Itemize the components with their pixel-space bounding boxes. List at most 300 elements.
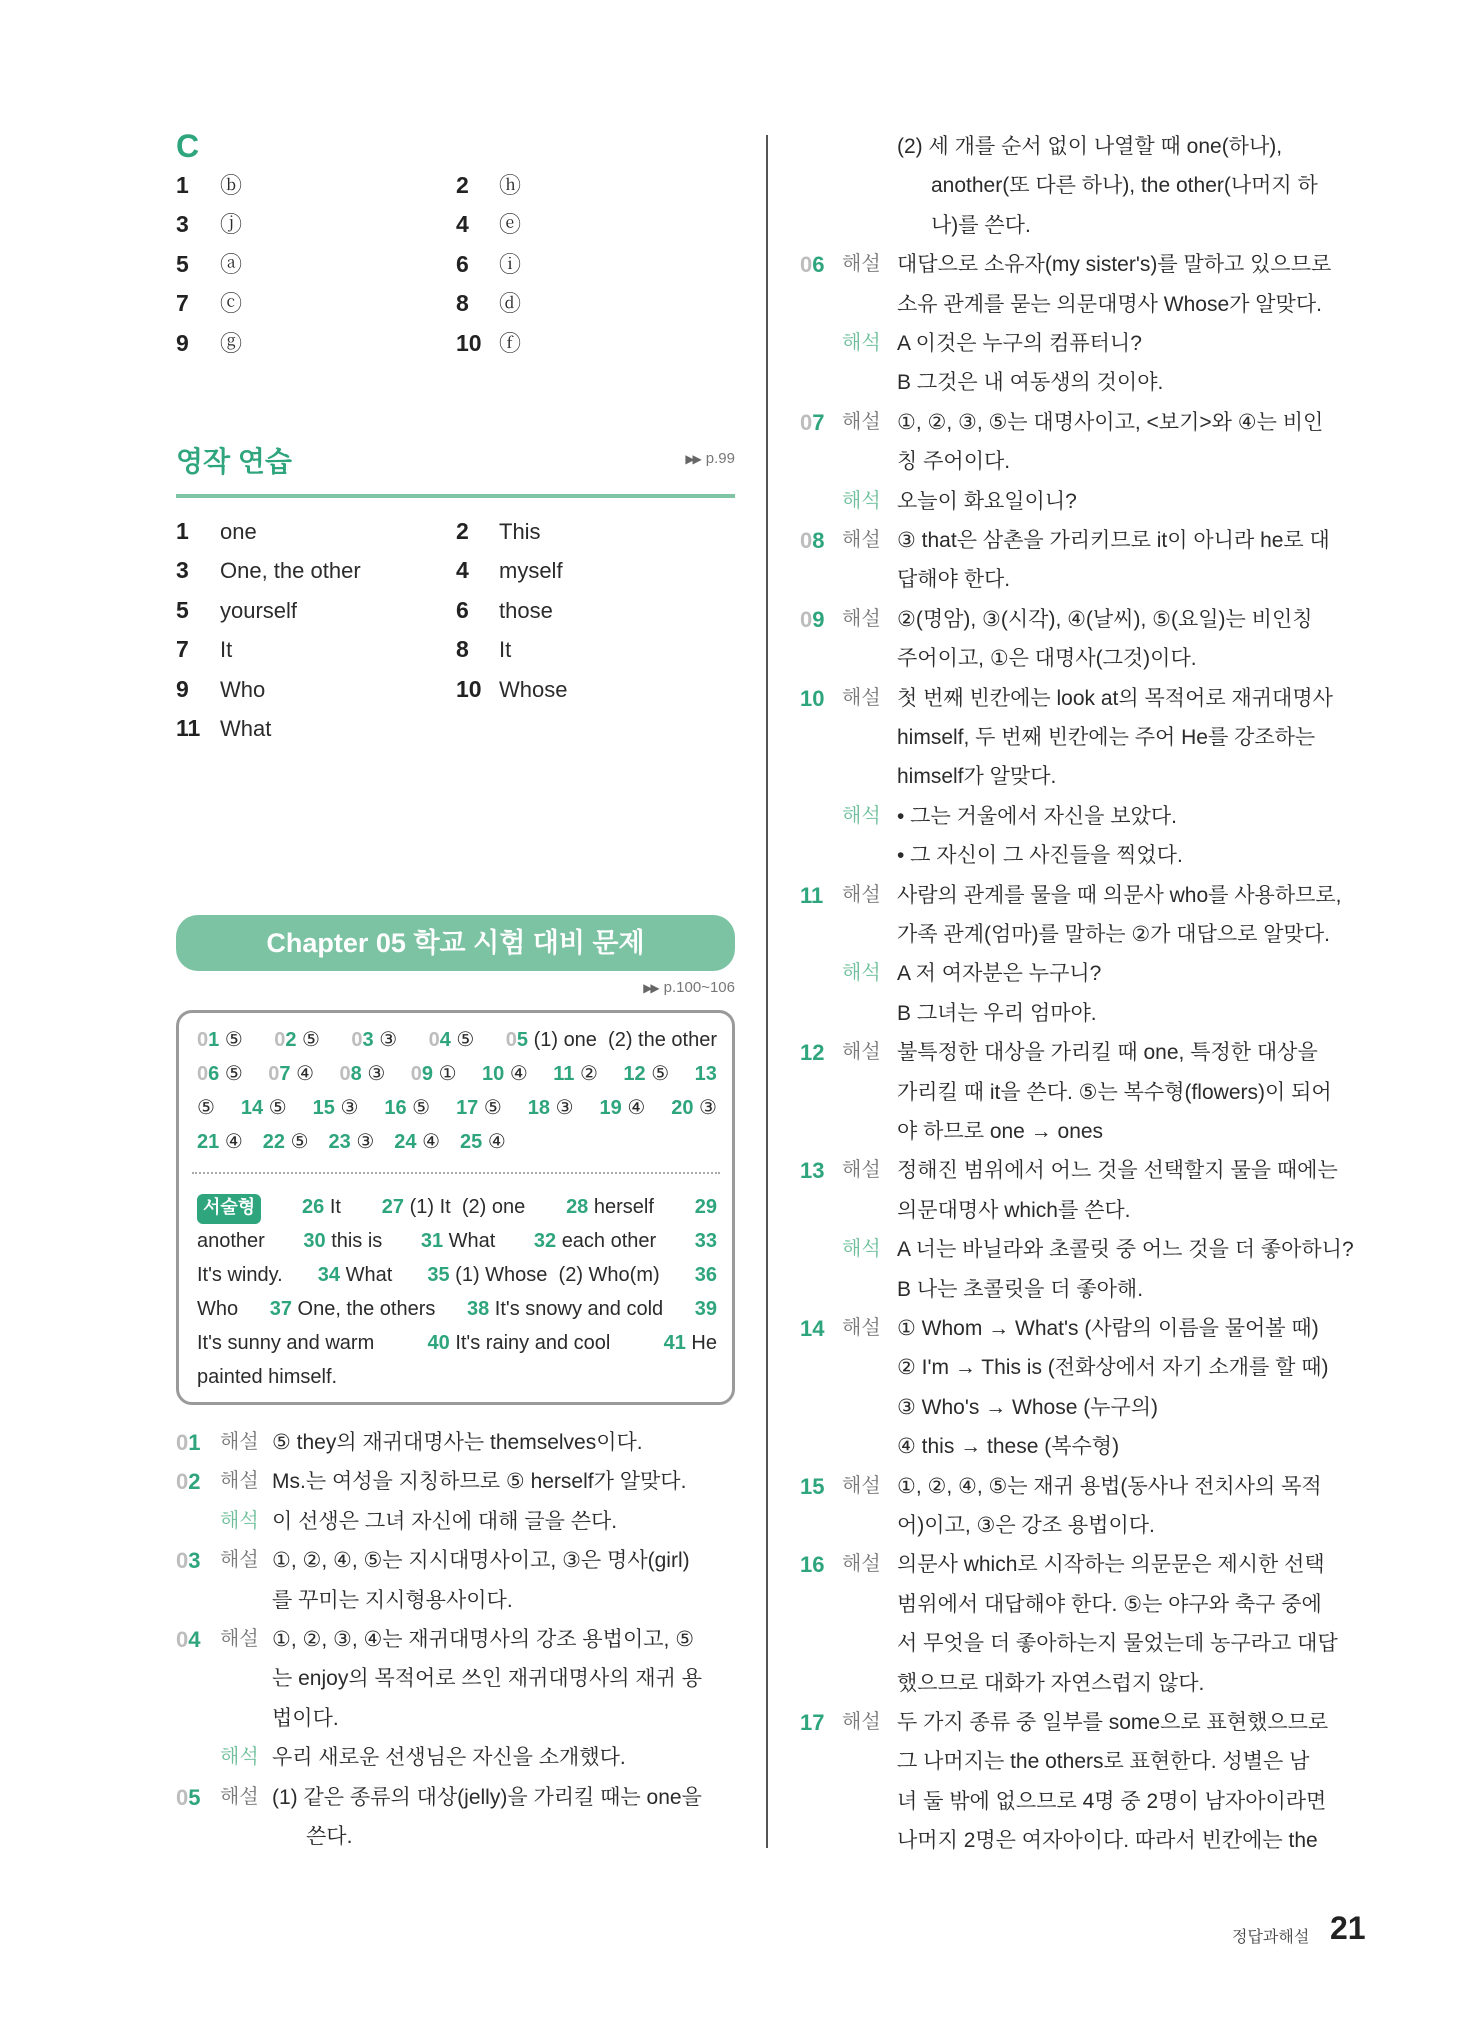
explanation-number [800, 1151, 824, 1190]
item-number [176, 1548, 201, 1573]
explanation-text: ③ that은 삼촌을 가리키므로 it이 아니라 he로 대 [897, 529, 1330, 552]
item-number: 25 [460, 1131, 483, 1153]
explanation-label: 해설 [220, 1785, 259, 1808]
page-ref-text: p.99 [705, 450, 735, 467]
explanation-label: 해설 [842, 1317, 881, 1339]
answer-line [197, 1326, 717, 1360]
item-number: 11 [800, 882, 824, 908]
answer-line [197, 1057, 717, 1091]
number-rest: 5 [516, 1029, 528, 1051]
answer-text: ① [438, 1063, 457, 1085]
explanation-text: (2) 세 개를 순서 없이 나열할 때 one(하나), [897, 135, 1283, 158]
explanation-text: ⑤ they의 재귀대명사는 themselves이다. [272, 1431, 643, 1454]
answer-segment [197, 1326, 374, 1360]
answer-text: It's snowy and cold [494, 1298, 664, 1320]
explanation-text: 서 무엇을 더 좋아하는지 물었는데 농구라고 대답 [897, 1632, 1338, 1656]
answer-segment [467, 1292, 663, 1326]
number-prefix: 0 [176, 1627, 189, 1652]
item-number [351, 1029, 373, 1051]
answer-segment [270, 1292, 436, 1326]
section-divider [176, 494, 735, 498]
answer-segment [340, 1057, 386, 1091]
explanation-text: B 나는 초콜릿을 더 좋아해. [897, 1277, 1144, 1301]
explanation-text: ④ this → these (복수형) [897, 1435, 1120, 1459]
answer-line [197, 1224, 717, 1258]
explanation-number [800, 1545, 824, 1584]
answer-value: ⓑ [220, 173, 243, 198]
explanation-text: 나)를 쓴다. [931, 213, 1031, 237]
answer-segment [456, 1091, 502, 1125]
number-rest: 8 [812, 528, 825, 553]
answer-segment [695, 1258, 717, 1292]
answer-item [456, 630, 511, 669]
answer-segment [241, 1091, 287, 1125]
explanation-label: 해설 [842, 686, 881, 709]
answer-text: ⑤ [483, 1097, 502, 1119]
explanation-label: 해설 [842, 607, 881, 630]
section-c-title: C [176, 128, 200, 164]
explanation-number [800, 600, 825, 639]
item-number [197, 1029, 219, 1051]
explanation-text: B 그녀는 우리 엄마야. [897, 1001, 1097, 1025]
explanation-text: 대답으로 소유자(my sister's)를 말하고 있으므로 [897, 253, 1332, 277]
number-rest: 5 [188, 1784, 201, 1810]
answer-number: 8 [456, 290, 469, 317]
explanation-label: 해설 [842, 529, 881, 551]
explanation-text: 는 enjoy의 목적어로 쓰인 재귀대명사의 재귀 용 [272, 1667, 703, 1691]
answer-text: this is [331, 1230, 383, 1252]
answer-segment [421, 1224, 496, 1258]
explanation-text: ① Whom → What's (사람의 이름을 물어볼 때) [897, 1317, 1319, 1340]
answer-number: 1 [176, 172, 189, 198]
answer-value: It [220, 637, 233, 663]
answer-number: 2 [456, 172, 469, 198]
explanation-text: B 그것은 내 여동생의 것이야. [897, 371, 1164, 395]
explanation-text: (1) 같은 종류의 대상(jelly)을 가리킬 때는 one을 [272, 1785, 702, 1809]
answer-segment [329, 1125, 375, 1159]
answer-text: ⑤ [651, 1063, 670, 1085]
explanation-label: 해설 [842, 1553, 881, 1576]
explanation-text: ①, ②, ③, ⑤는 대명사이고, <보기>와 ④는 비인 [897, 410, 1324, 434]
answer-segment [695, 1224, 717, 1258]
answer-text: ⑤ [268, 1097, 287, 1119]
item-number: 15 [800, 1473, 825, 1499]
answer-value: What [220, 716, 272, 741]
answer-item [176, 670, 265, 709]
item-number: 20 [671, 1097, 694, 1119]
number-rest: 1 [208, 1029, 220, 1051]
answer-text: What [345, 1264, 393, 1286]
translation-label: 해석 [842, 1238, 881, 1261]
number-prefix: 0 [800, 252, 813, 278]
item-number: 41 [663, 1332, 686, 1354]
explanation-text: 야 하므로 one → ones [897, 1120, 1104, 1143]
item-number: 38 [466, 1298, 490, 1320]
answer-item [176, 551, 361, 590]
item-number: 35 [427, 1264, 450, 1286]
item-number [429, 1029, 451, 1051]
item-number [800, 252, 825, 277]
number-prefix: 0 [197, 1063, 209, 1085]
explanation-label: 해설 [842, 883, 881, 906]
explanation-text: • 그는 거울에서 자신을 보았다. [897, 804, 1177, 828]
explanation-text: A 저 여자분은 누구니? [897, 962, 1102, 986]
answer-text: ⑤ [290, 1131, 309, 1153]
item-number: 15 [312, 1097, 335, 1119]
explanation-label: 해설 [842, 1711, 881, 1733]
explanation-text: 칭 주어이다. [897, 450, 1011, 474]
answer-number: 3 [176, 211, 189, 238]
item-number [800, 410, 825, 435]
number-prefix: 0 [268, 1063, 280, 1085]
answer-value: ⓒ [220, 291, 243, 317]
explanation-number [800, 876, 823, 915]
explanation-text: 쓴다. [306, 1825, 353, 1848]
item-number: 10 [800, 685, 825, 711]
answer-segment [197, 1091, 215, 1125]
answer-line [197, 1091, 717, 1125]
explanation-text: 사람의 관계를 물을 때 의문사 who를 사용하므로, [897, 883, 1342, 907]
answer-item [456, 324, 521, 363]
item-number: 14 [800, 1316, 825, 1341]
answer-segment [197, 1023, 243, 1057]
answer-text: It [329, 1196, 341, 1218]
item-number: 18 [527, 1097, 551, 1119]
answer-item [456, 591, 553, 630]
answer-text: ② [579, 1063, 598, 1085]
item-number [506, 1029, 528, 1051]
answer-text: ⑤ [224, 1063, 243, 1085]
explanation-number [800, 1703, 824, 1742]
item-number: 24 [394, 1131, 417, 1153]
number-rest: 4 [439, 1029, 451, 1051]
answer-number: 4 [456, 557, 469, 584]
explanation-label: 해설 [220, 1431, 259, 1453]
answer-text: ⑤ [224, 1029, 243, 1051]
explanation-number [176, 1620, 201, 1659]
number-prefix: 0 [505, 1029, 517, 1051]
number-prefix: 0 [176, 1784, 189, 1810]
translation-label: 해석 [842, 804, 881, 827]
answer-text: ③ [699, 1097, 717, 1119]
answer-segment [302, 1190, 341, 1224]
explanation-text: 범위에서 대답해야 한다. ⑤는 야구와 축구 중에 [897, 1592, 1322, 1616]
double-arrow-icon: ▶▶ [685, 452, 700, 466]
answer-number: 2 [456, 518, 469, 544]
explanation-text: 의문대명사 which를 쓴다. [897, 1198, 1131, 1222]
explanation-text: 불특정한 대상을 가리킬 때 one, 특정한 대상을 [897, 1041, 1318, 1065]
answer-number: 8 [456, 636, 469, 663]
number-prefix: 0 [800, 409, 813, 435]
answer-item [176, 324, 242, 363]
item-number [268, 1063, 290, 1085]
page-ref-text: p.100~106 [663, 979, 735, 996]
answer-value: ⓗ [499, 173, 522, 198]
number-rest: 1 [188, 1430, 201, 1455]
answer-number: 9 [176, 329, 189, 356]
item-number [176, 1430, 201, 1455]
number-rest: 3 [362, 1029, 374, 1051]
explanation-text: 오늘이 화요일이니? [897, 489, 1077, 513]
number-rest: 8 [350, 1063, 362, 1085]
answer-text: (1) It (2) one [409, 1196, 526, 1218]
answer-segment [427, 1258, 659, 1292]
number-prefix: 0 [410, 1063, 422, 1085]
answer-value: ⓖ [220, 330, 243, 356]
answer-segment [566, 1190, 654, 1224]
explanation-text: himself, 두 번째 빈칸에는 주어 He를 강조하는 [897, 726, 1316, 749]
column-divider [766, 135, 768, 1848]
item-number: 16 [800, 1552, 825, 1578]
item-number: 34 [317, 1264, 341, 1286]
item-number: 23 [328, 1131, 351, 1153]
answer-segment [263, 1125, 309, 1159]
answer-text: ④ [627, 1097, 646, 1119]
answer-text: It's rainy and cool [455, 1332, 611, 1354]
translation-label: 해석 [842, 489, 881, 512]
explanation-text: 두 가지 종류 중 일부를 some으로 표현했으므로 [897, 1711, 1329, 1734]
item-number [274, 1029, 296, 1051]
item-number [340, 1063, 362, 1085]
explanation-text: A 너는 바닐라와 초콜릿 중 어느 것을 더 좋아하니? [897, 1238, 1354, 1262]
number-prefix: 0 [800, 528, 813, 553]
item-number [800, 528, 825, 553]
answer-number: 4 [456, 211, 469, 238]
answer-text: ④ [224, 1131, 243, 1153]
item-number: 32 [533, 1230, 557, 1252]
item-number: 22 [262, 1131, 285, 1153]
number-prefix: 0 [197, 1029, 209, 1051]
explanation-text: 의문사 which로 시작하는 의문문은 제시한 선택 [897, 1553, 1325, 1577]
explanation-text: 법이다. [272, 1706, 339, 1730]
item-number: 33 [694, 1230, 717, 1252]
answer-segment [695, 1190, 717, 1224]
explanation-text: 답해야 한다. [897, 568, 1011, 592]
explanation-text: ①, ②, ③, ④는 재귀대명사의 강조 용법이고, ⑤ [272, 1628, 695, 1651]
answer-item [456, 205, 521, 244]
answer-value: ⓕ [499, 330, 522, 356]
explanation-number [176, 1462, 201, 1501]
explanation-label: 해설 [220, 1549, 259, 1572]
answer-segment [197, 1258, 283, 1292]
answer-segment [528, 1091, 574, 1125]
answer-text: ③ [340, 1097, 359, 1119]
answer-value: yourself [220, 597, 298, 623]
answer-segment [428, 1326, 611, 1360]
dotted-divider [192, 1172, 720, 1174]
item-number: 21 [197, 1131, 220, 1153]
explanation-label: 해설 [842, 1474, 881, 1497]
explanation-text: 가리킬 때 it을 쓴다. ⑤는 복수형(flowers)이 되어 [897, 1080, 1332, 1104]
item-number [800, 607, 825, 632]
answer-segment [394, 1125, 440, 1159]
answer-number: 5 [176, 596, 189, 623]
explanation-number [800, 245, 825, 284]
answer-segment [318, 1258, 393, 1292]
item-number [176, 1469, 201, 1494]
explanation-text: 우리 새로운 선생님은 자신을 소개했다. [272, 1746, 626, 1770]
answer-value: Whose [499, 676, 568, 702]
explanation-text: 가족 관계(엄마)를 말하는 ②가 대답으로 알맞다. [897, 923, 1330, 946]
answer-item [176, 630, 232, 669]
answer-text: ⑤ [302, 1029, 320, 1051]
explanation-label: 해설 [842, 410, 881, 433]
explanation-text: 그 나머지는 the others로 표현한다. 성별은 남 [897, 1750, 1310, 1774]
explanation-number [800, 1033, 824, 1072]
explanation-label: 해설 [842, 1041, 881, 1064]
answer-segment [197, 1360, 337, 1394]
answer-item [456, 284, 521, 323]
item-number: 17 [800, 1710, 825, 1735]
answer-number: 9 [176, 675, 189, 702]
answer-segment [351, 1023, 397, 1057]
item-number: 27 [381, 1196, 405, 1218]
number-prefix: 0 [351, 1029, 363, 1051]
number-prefix: 0 [339, 1063, 351, 1085]
answer-text: ④ [296, 1063, 314, 1085]
answer-segment [482, 1057, 528, 1091]
number-rest: 4 [188, 1627, 201, 1652]
answer-value: Who [220, 676, 266, 702]
answer-segment [384, 1091, 430, 1125]
number-prefix: 0 [800, 606, 813, 632]
number-prefix: 0 [428, 1029, 440, 1051]
number-rest: 2 [285, 1029, 297, 1051]
answer-text: ④ [487, 1131, 506, 1153]
answer-text: (1) Whose (2) Who(m) [455, 1264, 660, 1286]
item-number: 16 [384, 1097, 407, 1119]
number-rest: 7 [279, 1063, 291, 1085]
answer-value: One, the other [220, 558, 361, 584]
answer-number: 7 [176, 636, 189, 663]
answer-text: It's sunny and warm [197, 1332, 375, 1354]
answer-segment [197, 1125, 243, 1159]
answer-text: It's windy. [197, 1264, 283, 1286]
translation-label: 해석 [842, 962, 881, 985]
explanation-text: ③ Who's → Whose (누구의) [897, 1395, 1159, 1419]
answer-value: those [499, 597, 553, 623]
answer-segment [695, 1057, 717, 1091]
answer-number: 6 [456, 250, 469, 277]
explanation-number [800, 679, 824, 718]
explanation-label: 해설 [842, 253, 881, 276]
number-rest: 2 [188, 1469, 201, 1495]
number-prefix: 0 [274, 1029, 286, 1051]
item-number: 13 [800, 1158, 825, 1184]
item-number: 26 [302, 1196, 325, 1218]
answer-segment [553, 1057, 598, 1091]
answer-item [176, 166, 242, 205]
explanation-number [800, 1309, 824, 1348]
answer-item [456, 551, 563, 590]
answer-segment [671, 1091, 717, 1125]
explanation-text: ①, ②, ④, ⑤는 지시대명사이고, ③은 명사(girl) [272, 1549, 690, 1573]
answer-value: ⓙ [220, 212, 243, 238]
explanation-number [176, 1778, 201, 1817]
page-number: 21 [1330, 1910, 1366, 1946]
double-arrow-icon: ▶▶ [643, 981, 658, 995]
item-number: 13 [694, 1063, 717, 1085]
item-number: 39 [694, 1298, 717, 1320]
number-prefix: 0 [176, 1548, 189, 1574]
answer-value: ⓓ [499, 291, 522, 317]
item-number: 11 [553, 1063, 575, 1085]
translation-label: 해석 [842, 332, 881, 354]
explanation-text: himself가 알맞다. [897, 765, 1057, 789]
item-number: 19 [599, 1097, 622, 1119]
answer-value: ⓘ [499, 251, 522, 277]
item-number: 17 [456, 1097, 479, 1119]
footer-label: 정답과해설 [1232, 1929, 1310, 1946]
item-number: 10 [482, 1063, 505, 1085]
answer-segment [534, 1224, 656, 1258]
answer-item [176, 205, 242, 244]
answer-item [176, 245, 242, 284]
answer-item [456, 245, 521, 284]
answer-text: herself [593, 1196, 654, 1218]
explanation-text: 녀 둘 밖에 없으므로 4명 중 2명이 남자아이라면 [897, 1789, 1327, 1813]
item-number [411, 1063, 433, 1085]
answer-text: One, the others [297, 1298, 436, 1320]
item-number [176, 1785, 201, 1810]
answer-segment [382, 1190, 525, 1224]
answer-text: ⑤ [197, 1097, 215, 1119]
answer-segment [197, 1224, 265, 1258]
answer-item [456, 670, 567, 709]
explanation-number [800, 521, 825, 560]
chapter-page-ref [643, 979, 735, 996]
explanation-text: 나머지 2명은 여자아이다. 따라서 빈칸에는 the [897, 1829, 1318, 1853]
answer-segment [274, 1023, 320, 1057]
writing-practice-title: 영작 연습 [176, 446, 292, 477]
item-number: 12 [800, 1040, 825, 1066]
answer-value: This [499, 519, 541, 544]
answer-segment [623, 1057, 669, 1091]
item-number: 30 [303, 1230, 326, 1252]
answer-segment [197, 1292, 238, 1326]
item-number: 37 [269, 1298, 292, 1320]
translation-label: 해석 [220, 1746, 259, 1769]
answer-text: ③ [555, 1097, 574, 1119]
explanation-text: ①, ②, ④, ⑤는 재귀 용법(동사나 전치사의 목적 [897, 1474, 1322, 1498]
answer-line [197, 1190, 717, 1224]
answer-line [197, 1125, 717, 1159]
explanation-text: 했으므로 대화가 자연스럽지 않다. [897, 1671, 1205, 1695]
answer-text: Who [197, 1298, 239, 1320]
item-number: 28 [566, 1196, 589, 1218]
answer-segment [460, 1125, 506, 1159]
answer-number: 5 [176, 250, 189, 277]
writing-practice-page-ref [685, 450, 735, 467]
explanation-text: • 그 자신이 그 사진들을 찍었다. [897, 844, 1183, 868]
answer-text: ③ [356, 1131, 375, 1153]
number-rest: 9 [421, 1063, 433, 1085]
number-rest: 7 [812, 409, 825, 435]
answer-number: 3 [176, 557, 189, 584]
item-number: 40 [427, 1332, 450, 1354]
explanation-number [800, 403, 825, 442]
number-prefix: 0 [176, 1469, 189, 1495]
item-number: 12 [623, 1063, 646, 1085]
item-number [197, 1063, 219, 1085]
answer-segment [268, 1057, 314, 1091]
answer-text: ④ [422, 1131, 440, 1153]
explanation-number [176, 1423, 201, 1462]
answer-line [197, 1258, 717, 1292]
answer-segment [197, 1057, 243, 1091]
answer-item [176, 284, 242, 323]
answer-text: painted himself. [197, 1366, 338, 1388]
